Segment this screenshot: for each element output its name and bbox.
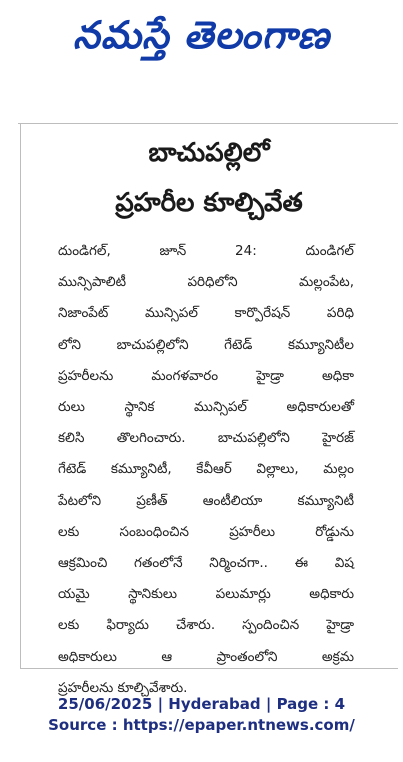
body-line: మున్సిపాలిటీ పరిధిలోని మల్లంపేట,: [58, 274, 354, 291]
body-line: రులు స్థానిక మున్సిపల్ అధికారులతో: [58, 399, 354, 416]
newspaper-logo: నమస్తే తెలంగాణ: [73, 13, 330, 57]
body-line: లోని బాచుపల్లిలోని గేటెడ్ కమ్యూనిటీల: [58, 336, 354, 353]
clipping-left-border: [20, 123, 21, 668]
body-line-last: ప్రహరీలను కూల్చివేశారు.: [58, 679, 188, 696]
article-body: [58, 236, 354, 704]
page-footer: [0, 694, 403, 736]
headline-line: ప్రహరీల కూల్చివేత: [115, 188, 303, 218]
body-line: యమై స్థానికులు పలుమార్లు అధికారు: [58, 586, 354, 603]
body-line: అధికారులు ఆ ప్రాంతంలోని అక్రమ: [58, 648, 354, 665]
body-line: దుండిగల్, జూన్ 24: దుండిగల్: [58, 243, 354, 259]
newspaper-masthead: [0, 0, 403, 80]
article-headline: [50, 128, 368, 228]
body-line: లకు సంబంధించిన ప్రహరీలు రోడ్డును: [58, 523, 354, 540]
footer-source-link[interactable]: Source : https://epaper.ntnews.com/: [48, 716, 355, 734]
body-line: పేటలోని ప్రణీత్ ఆంటీలియా కమ్యూనిటీ: [58, 492, 354, 509]
body-line: నిజాంపేట్ మున్సిపల్ కార్పొరేషన్ పరిధి: [58, 305, 354, 322]
body-line: కలిసి తొలగించారు. బాచుపల్లిలోని హైరజ్: [58, 430, 354, 447]
body-line: లకు ఫిర్యాదు చేశారు. స్పందించిన హైడ్రా: [58, 617, 354, 634]
clipping-top-border: [18, 123, 398, 124]
body-line: ఆక్రమించి గతంలోనే నిర్మించగా.. ఈ విష: [58, 555, 354, 572]
headline-line: బాచుపల్లిలో: [148, 138, 270, 168]
body-line: గేటెడ్ కమ్యూనిటీ, కేవీఆర్ విల్లాలు, మల్లం: [58, 461, 354, 478]
footer-dateline: 25/06/2025 | Hyderabad | Page : 4: [57, 695, 346, 713]
body-line: ప్రహరీలను మంగళవారం హైడ్రా అధికా: [58, 367, 354, 384]
